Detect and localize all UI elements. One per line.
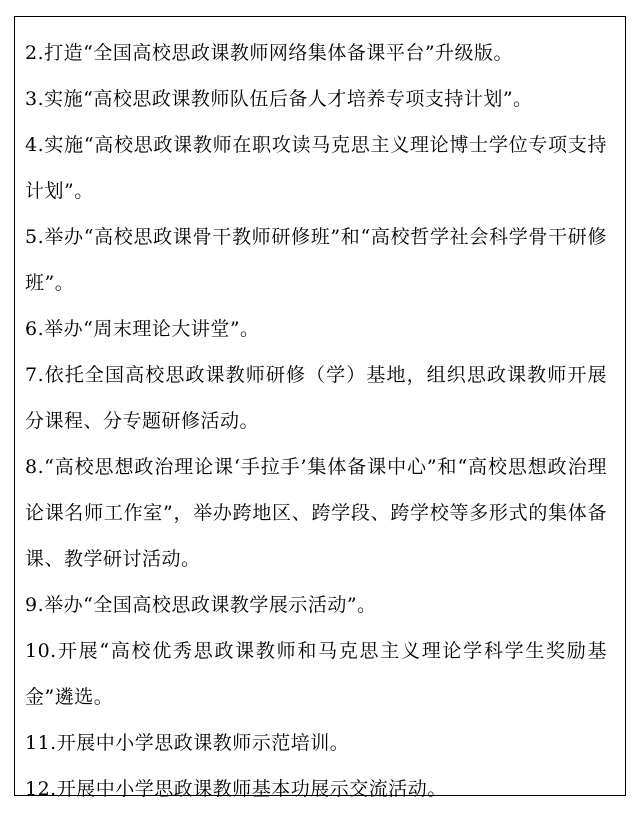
list-item: 6.举办“周末理论大讲堂”。 xyxy=(25,318,260,340)
list-item: 7.依托全国高校思政课教师研修（学）基地，组织思政课教师开展分课程、分专题研修活动。 xyxy=(25,364,607,432)
list-item: 4.实施“高校思政课教师在职攻读马克思主义理论博士学位专项支持计划”。 xyxy=(25,134,607,202)
document-box xyxy=(14,16,626,800)
list-item: 5.举办“高校思政课骨干教师研修班”和“高校哲学社会科学骨干研修班”。 xyxy=(25,226,607,294)
list-item: 3.实施“高校思政课教师队伍后备人才培养专项支持计划”。 xyxy=(25,88,533,110)
list-item: 10.开展“高校优秀思政课教师和马克思主义理论学科学生奖励基金”遴选。 xyxy=(25,640,607,708)
list-item: 8.“高校思想政治理论课‘手拉手’集体备课中心”和“高校思想政治理论课名师工作室”，举办跨地区、跨学段、跨学校等多形式的集体备课、教学研讨活动。 xyxy=(25,456,607,570)
list-item: 9.举办“全国高校思政课教学展示活动”。 xyxy=(25,594,377,616)
list-item: 2.打造“全国高校思政课教师网络集体备课平台”升级版。 xyxy=(25,42,514,64)
list-item: 11.开展中小学思政课教师示范培训。 xyxy=(25,732,350,754)
list-item: 12.开展中小学思政课教师基本功展示交流活动。 xyxy=(25,778,447,800)
